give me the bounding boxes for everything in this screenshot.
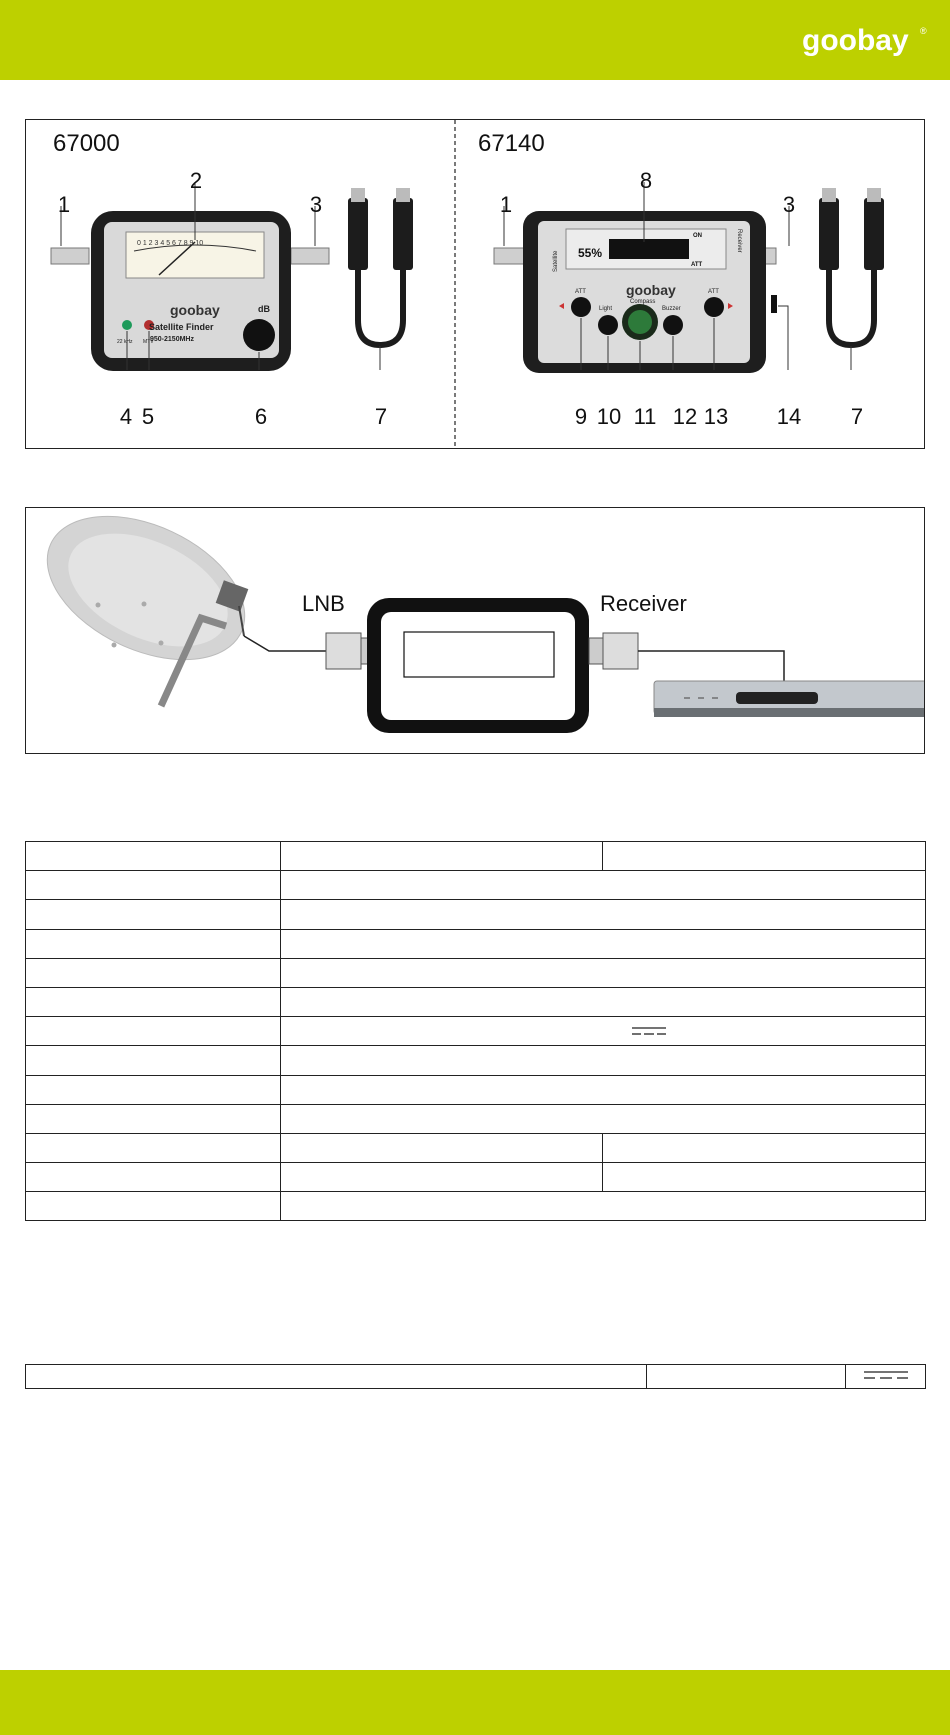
model-number-left: 67000 xyxy=(53,130,120,157)
callout-13: 13 xyxy=(703,404,729,429)
table-row xyxy=(26,1133,926,1162)
callout-7-right: 7 xyxy=(850,404,864,429)
footer-bar xyxy=(0,1670,950,1735)
table-row xyxy=(26,1365,926,1389)
lnb-label: LNB xyxy=(302,591,345,616)
callout-6: 6 xyxy=(254,404,268,429)
receiver-label: Receiver xyxy=(600,591,687,616)
svg-text:55%: 55% xyxy=(578,246,603,260)
callout-10: 10 xyxy=(596,404,622,429)
att-left-button xyxy=(571,297,591,317)
analog-satellite-finder xyxy=(51,211,329,371)
svg-text:Light: Light xyxy=(599,306,613,312)
table-row xyxy=(26,958,926,987)
table-row xyxy=(26,1163,926,1192)
table-row xyxy=(26,929,926,958)
connection-diagram-panel xyxy=(25,507,925,754)
table-row xyxy=(26,1104,926,1133)
callout-2: 2 xyxy=(189,168,203,193)
receiver-box-icon xyxy=(654,681,924,717)
f-connector-cable-left xyxy=(348,188,413,345)
table-row xyxy=(26,900,926,929)
callout-7-left: 7 xyxy=(374,404,388,429)
svg-text:Satellite: Satellite xyxy=(553,250,559,272)
table-row xyxy=(26,1046,926,1075)
green-led xyxy=(122,320,132,330)
model-number-right: 67140 xyxy=(478,130,545,157)
table-row xyxy=(26,842,926,871)
svg-text:ATT: ATT xyxy=(708,289,719,295)
svg-text:Compass: Compass xyxy=(630,299,656,305)
logo-text: goobay xyxy=(802,24,909,57)
callout-1-right: 1 xyxy=(499,192,513,217)
table-row xyxy=(26,1192,926,1221)
callout-9: 9 xyxy=(574,404,588,429)
callout-12: 12 xyxy=(672,404,698,429)
callout-4: 4 xyxy=(119,404,133,429)
svg-text:goobay: goobay xyxy=(626,282,676,298)
svg-text:goobay: goobay xyxy=(170,302,220,318)
signal-bar xyxy=(609,239,689,259)
lnb-connector xyxy=(326,633,361,669)
svg-text:Buzzer: Buzzer xyxy=(662,306,681,312)
callout-3-left: 3 xyxy=(309,192,323,217)
spec-table xyxy=(25,841,926,1221)
svg-text:ATT: ATT xyxy=(575,289,586,295)
f-connector-cable-right xyxy=(819,188,884,345)
svg-text:950-2150MHz: 950-2150MHz xyxy=(150,336,194,343)
goobay-logo xyxy=(800,18,930,62)
table-row xyxy=(26,987,926,1016)
callout-11: 11 xyxy=(633,404,657,429)
receiver-connector xyxy=(603,633,638,669)
svg-text:ON: ON xyxy=(693,233,702,239)
att-right-button xyxy=(704,297,724,317)
table-row xyxy=(26,1017,926,1046)
svg-text:MTV: MTV xyxy=(143,339,154,345)
svg-text:Satellite Finder: Satellite Finder xyxy=(149,322,214,332)
callout-5: 5 xyxy=(141,404,155,429)
satellite-dish-icon xyxy=(26,508,267,706)
svg-text:0 1 2 3 4 5 6 7 8 9 10: 0 1 2 3 4 5 6 7 8 9 10 xyxy=(137,240,204,247)
light-button xyxy=(598,315,618,335)
svg-text:Receiver: Receiver xyxy=(736,229,742,253)
dc-symbol-icon xyxy=(632,1024,666,1038)
db-knob xyxy=(243,319,275,351)
buzzer-button xyxy=(663,315,683,335)
power-table xyxy=(25,1364,926,1389)
connection-diagram xyxy=(26,508,924,753)
callout-3-right: 3 xyxy=(782,192,796,217)
callout-14: 14 xyxy=(776,404,802,429)
header-bar xyxy=(0,0,950,80)
table-row xyxy=(26,871,926,900)
product-overview-illustration xyxy=(26,120,924,448)
dc-symbol-icon xyxy=(862,1368,910,1382)
svg-text:®: ® xyxy=(920,26,927,36)
table-row xyxy=(26,1075,926,1104)
svg-text:22 kHz: 22 kHz xyxy=(117,339,133,345)
finder-display xyxy=(404,632,554,677)
callout-1-left: 1 xyxy=(57,192,71,217)
svg-text:dB: dB xyxy=(258,304,270,314)
callout-8: 8 xyxy=(639,168,653,193)
product-overview-panel xyxy=(25,119,925,449)
svg-text:ATT: ATT xyxy=(691,262,703,268)
